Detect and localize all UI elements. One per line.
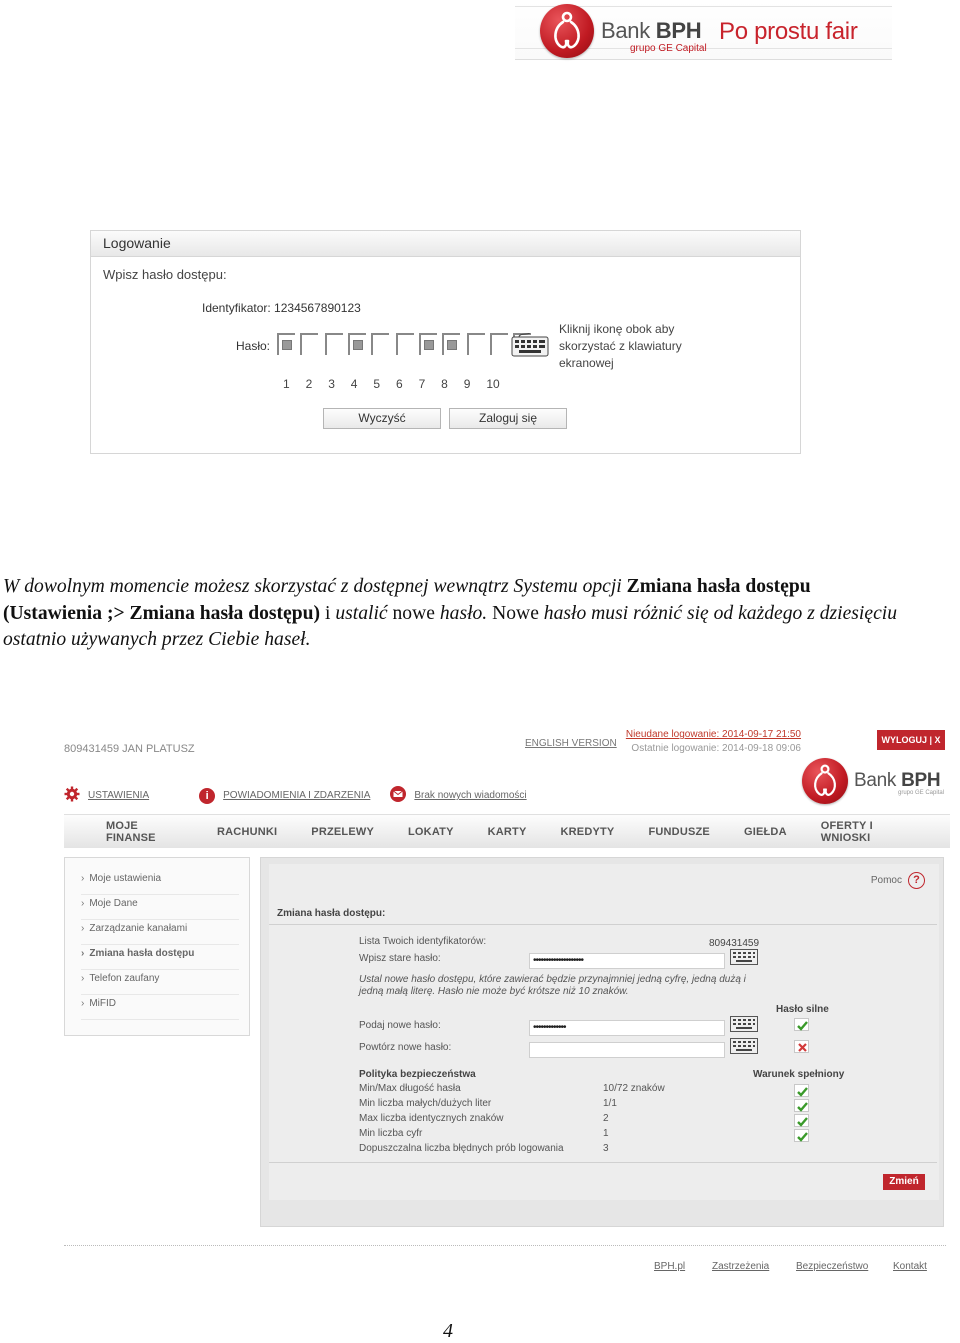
brand-name: Bank BPH xyxy=(601,18,702,43)
position-number: 3 xyxy=(328,377,335,391)
policy-label: Min liczba cyfr xyxy=(359,1128,423,1139)
keyboard-hint: Kliknij ikonę obok aby skorzystać z klawiatury ekranowej xyxy=(559,322,682,370)
password-char-box[interactable] xyxy=(396,333,414,355)
sidebar-item[interactable]: › MiFID xyxy=(81,995,239,1020)
sidebar-item[interactable]: › Zmiana hasła dostępu xyxy=(81,945,239,970)
position-numbers xyxy=(283,377,509,391)
identifier-value: 809431459 xyxy=(709,938,760,949)
quick-link-messages[interactable] xyxy=(390,786,526,805)
nav-item[interactable]: KARTY xyxy=(487,825,527,838)
nav-item[interactable]: OFERTY I WNIOSKI xyxy=(820,819,873,844)
nav-item[interactable]: RACHUNKI xyxy=(217,825,278,838)
info-icon: i xyxy=(199,788,215,804)
brand-name: Bank BPH xyxy=(854,770,941,791)
nav-item[interactable]: PRZELEWY xyxy=(311,825,374,838)
repeat-password-label: Powtórz nowe hasło: xyxy=(359,1042,452,1053)
password-change-panel xyxy=(260,857,944,1227)
position-number: 8 xyxy=(441,377,448,391)
sidebar-item[interactable]: › Zarządzanie kanałami xyxy=(81,920,239,945)
policy-label: Max liczba identycznych znaków xyxy=(359,1113,504,1124)
keyboard-icon[interactable] xyxy=(511,333,549,357)
quick-links xyxy=(64,786,527,805)
clear-button[interactable]: Wyczyść xyxy=(323,408,441,429)
divider xyxy=(269,1162,937,1163)
keyboard-icon[interactable] xyxy=(730,1016,758,1032)
user-info: 809431459 JAN PLATUSZ xyxy=(64,743,195,755)
policy-label: Dopuszczalna liczba błędnych prób logowania xyxy=(359,1143,564,1154)
password-char-box[interactable] xyxy=(325,333,343,355)
failed-login[interactable]: Nieudane logowanie: 2014-09-17 21:50 xyxy=(625,729,801,740)
identifier-line: Identyfikator: 1234567890123 xyxy=(202,301,361,315)
footer-link-security[interactable]: Bezpieczeństwo xyxy=(796,1261,869,1272)
sidebar-item[interactable]: › Moje Dane xyxy=(81,895,239,920)
login-button[interactable]: Zaloguj się xyxy=(449,408,567,429)
login-history xyxy=(625,728,801,756)
gear-icon xyxy=(64,786,80,805)
position-number: 5 xyxy=(373,377,381,391)
check-icon xyxy=(794,1114,809,1127)
brand-subtitle: grupo GE Capital xyxy=(630,43,707,54)
keyboard-icon[interactable] xyxy=(730,949,758,965)
sidebar-item[interactable]: › Telefon zaufany xyxy=(81,970,239,995)
check-icon xyxy=(794,1084,809,1097)
quick-link-notifications[interactable] xyxy=(199,788,370,804)
policy-value: 3 xyxy=(603,1143,609,1154)
password-char-box[interactable] xyxy=(419,333,437,355)
bank-logo-header xyxy=(515,0,892,60)
policy-value: 1 xyxy=(603,1128,609,1139)
policy-value: 2 xyxy=(603,1113,609,1124)
footer-link-bph[interactable]: BPH.pl xyxy=(654,1261,686,1272)
password-boxes xyxy=(277,333,531,355)
login-prompt: Wpisz hasło dostępu: xyxy=(103,267,227,282)
position-number: 10 xyxy=(486,377,500,391)
position-number: 6 xyxy=(395,377,403,391)
settings-link[interactable]: USTAWIENIA xyxy=(88,790,150,801)
brand-subtitle: grupo GE Capital xyxy=(898,790,945,796)
settings-sidebar xyxy=(64,857,250,1036)
password-char-box[interactable] xyxy=(490,333,508,355)
panel-title: Zmiana hasła dostępu: xyxy=(277,908,386,919)
check-icon xyxy=(794,1129,809,1142)
password-char-box[interactable] xyxy=(467,333,485,355)
quick-link-settings[interactable] xyxy=(64,786,149,805)
english-version-link[interactable]: ENGLISH VERSION xyxy=(525,738,617,749)
last-login: Ostatnie logowanie: 2014-09-18 09:06 xyxy=(631,743,801,754)
condition-title: Warunek spełniony xyxy=(753,1069,845,1080)
logout-button[interactable]: WYLOGUJ | X xyxy=(877,730,945,750)
policy-value: 1/1 xyxy=(603,1098,617,1109)
footer-link-restrictions[interactable]: Zastrzeżenia xyxy=(712,1261,770,1272)
bph-logo-icon xyxy=(802,758,848,804)
repeat-password-field[interactable] xyxy=(529,1042,725,1058)
footer-link-contact[interactable]: Kontakt xyxy=(893,1261,927,1272)
help-link[interactable]: Pomoc ? xyxy=(871,872,925,889)
position-number: 4 xyxy=(350,377,358,391)
change-password-button[interactable]: Zmień xyxy=(883,1174,925,1190)
divider xyxy=(269,924,937,925)
login-title: Logowanie xyxy=(91,231,800,257)
nav-item[interactable]: GIEŁDA xyxy=(743,825,787,838)
old-password-label: Wpisz stare hasło: xyxy=(359,953,441,964)
strength-label: Hasło silne xyxy=(776,1004,829,1015)
policy-title: Polityka bezpieczeństwa xyxy=(359,1069,476,1080)
instruction-paragraph: W dowolnym momencie możesz skorzystać z dostępnej wewnątrz Systemu opcji Zmiana hasła dostępu (Ustawienia ;> Zmiana hasła dostępu) i ustalić nowe hasło. Nowe hasło musi różnić się od każdego z dziesięciu ostatnio używanych przez Ciebie haseł. xyxy=(3,576,898,650)
password-rules-note: Ustal nowe hasło dostępu, które zawierać będzie przynajmniej jedną cyfrę, jedną dużą i jedną małą literę. Hasło nie może być krótsze niż 10 znaków. xyxy=(359,974,746,997)
check-icon xyxy=(794,1018,809,1031)
nav-item[interactable]: MOJE FINANSE xyxy=(106,819,156,844)
new-password-field[interactable]: ••••••••••••• xyxy=(529,1020,725,1036)
sidebar-item[interactable]: › Moje ustawienia xyxy=(81,870,239,895)
keyboard-icon[interactable] xyxy=(730,1038,758,1054)
check-icon xyxy=(794,1099,809,1112)
divider xyxy=(64,1245,946,1246)
password-char-box[interactable] xyxy=(277,333,295,355)
login-screenshot xyxy=(90,230,801,454)
password-label: Hasło: xyxy=(236,339,271,353)
policy-label: Min liczba małych/dużych liter xyxy=(359,1098,492,1109)
main-navigation xyxy=(64,814,950,848)
cross-icon xyxy=(794,1040,809,1053)
password-change-screenshot xyxy=(60,722,950,1282)
position-number: 9 xyxy=(463,377,471,391)
help-icon: ? xyxy=(908,872,925,889)
identifiers-label: Lista Twoich identyfikatorów: xyxy=(359,936,487,947)
page-number: 4 xyxy=(443,1320,453,1342)
password-char-box[interactable] xyxy=(348,333,366,355)
new-password-label: Podaj nowe hasło: xyxy=(359,1020,441,1031)
brand-slogan: Po prostu fair xyxy=(719,18,858,45)
position-number: 1 xyxy=(283,377,290,391)
policy-value: 10/72 znaków xyxy=(603,1083,665,1094)
position-number: 2 xyxy=(305,377,313,391)
password-char-box[interactable] xyxy=(442,333,460,355)
nav-item[interactable]: FUNDUSZE xyxy=(648,825,710,838)
messages-link[interactable]: Brak nowych wiadomości xyxy=(414,790,527,801)
password-char-box[interactable] xyxy=(371,333,389,355)
policy-label: Min/Max długość hasła xyxy=(359,1083,461,1094)
old-password-field[interactable]: •••••••••••••••••••• xyxy=(529,953,725,969)
position-number: 7 xyxy=(418,377,426,391)
nav-item[interactable]: KREDYTY xyxy=(560,825,615,838)
envelope-icon xyxy=(390,786,406,805)
notifications-link[interactable]: POWIADOMIENIA I ZDARZENIA xyxy=(223,790,371,801)
nav-item[interactable]: LOKATY xyxy=(408,825,454,838)
bph-logo-icon xyxy=(540,4,594,58)
password-char-box[interactable] xyxy=(300,333,318,355)
